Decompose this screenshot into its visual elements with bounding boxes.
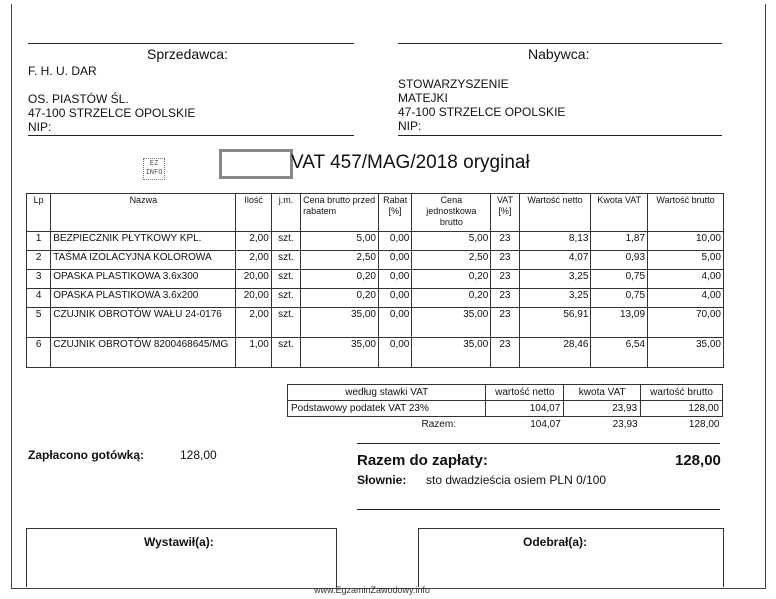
- cell-vat-rate: 23: [491, 308, 519, 338]
- in-words-value: sto dwadzieścia osiem PLN 0/100: [426, 473, 607, 487]
- cell-vat-amount: 0,75: [591, 289, 648, 308]
- vat-total-vat: 23,93: [612, 419, 638, 430]
- cell-qty: 2,00: [236, 308, 271, 338]
- cell-lp: 4: [27, 289, 51, 308]
- vat-header-vat: kwota VAT: [564, 385, 641, 401]
- cell-discount: 0,00: [379, 232, 412, 251]
- issued-by-box: [26, 528, 337, 587]
- seller-city: 47-100 STRZELCE OPOLSKIE: [28, 106, 196, 120]
- cell-name: CZUJNIK OBROTÓW 8200468645/MG: [51, 338, 236, 368]
- cell-unit: szt.: [271, 232, 300, 251]
- cell-price-before-discount: 35,00: [301, 338, 379, 368]
- table-row: [27, 289, 724, 308]
- cell-gross-value: 35,00: [648, 338, 724, 368]
- table-row: [27, 270, 724, 289]
- buyer-top-rule: [398, 43, 722, 44]
- cell-vat-amount: 1,87: [591, 232, 648, 251]
- vat-net: 104,07: [486, 401, 564, 417]
- cell-vat-rate: 23: [491, 289, 519, 308]
- paid-label: Zapłacono gotówką:: [28, 448, 145, 462]
- cell-qty: 1,00: [236, 338, 271, 368]
- cell-name: TAŚMA IZOLACYJNA KOLOROWA: [51, 251, 236, 270]
- table-row: [27, 308, 724, 338]
- cell-vat-rate: 23: [491, 251, 519, 270]
- header-qty: Ilość: [236, 194, 271, 232]
- cell-price-before-discount: 2,50: [301, 251, 379, 270]
- cell-vat-amount: 6,54: [591, 338, 648, 368]
- cell-vat-amount: 0,75: [591, 270, 648, 289]
- items-header-row: [27, 194, 724, 232]
- cell-qty: 20,00: [236, 270, 271, 289]
- cell-lp: 1: [27, 232, 51, 251]
- vat-amount: 23,93: [564, 401, 641, 417]
- vat-summary-header: [288, 385, 723, 401]
- seller-name: F. H. U. DAR: [28, 64, 97, 78]
- cell-gross-value: 4,00: [648, 289, 724, 308]
- received-by-box: [418, 528, 724, 587]
- cell-lp: 3: [27, 270, 51, 289]
- cell-lp: 2: [27, 251, 51, 270]
- seller-top-rule: [28, 43, 354, 44]
- buyer-title: Nabywca:: [528, 46, 590, 62]
- cell-unit: szt.: [271, 289, 300, 308]
- vat-rate-label: Podstawowy podatek VAT 23%: [288, 401, 486, 417]
- cell-vat-amount: 0,93: [591, 251, 648, 270]
- cell-price-before-discount: 0,20: [301, 289, 379, 308]
- table-row: [27, 251, 724, 270]
- cell-unit-price: 35,00: [412, 338, 491, 368]
- cell-unit-price: 0,20: [412, 289, 491, 308]
- cell-name: BEZPIECZNIK PŁYTKOWY KPL.: [51, 232, 236, 251]
- cell-discount: 0,00: [379, 289, 412, 308]
- cell-gross-value: 5,00: [648, 251, 724, 270]
- received-by-label: Odebrał(a):: [523, 535, 588, 549]
- cell-unit: szt.: [271, 338, 300, 368]
- table-row: [27, 232, 724, 251]
- cell-unit-price: 0,20: [412, 270, 491, 289]
- cell-unit-price: 35,00: [412, 308, 491, 338]
- cell-gross-value: 4,00: [648, 270, 724, 289]
- issued-by-label: Wystawił(a):: [144, 535, 214, 549]
- cell-unit-price: 2,50: [412, 251, 491, 270]
- header-vat-rate: VAT [%]: [491, 194, 519, 232]
- vat-summary-table: [287, 384, 723, 432]
- cell-name: OPASKA PLASTIKOWA 3.6x200: [51, 289, 236, 308]
- vat-summary-total: [288, 417, 723, 433]
- cell-unit: szt.: [271, 251, 300, 270]
- cell-qty: 20,00: [236, 289, 271, 308]
- cell-gross-value: 10,00: [648, 232, 724, 251]
- buyer-name-2: MATEJKI: [398, 91, 448, 105]
- cell-name: OPASKA PLASTIKOWA 3.6x300: [51, 270, 236, 289]
- cell-vat-amount: 13,09: [591, 308, 648, 338]
- cell-discount: 0,00: [379, 308, 412, 338]
- cell-lp: 5: [27, 308, 51, 338]
- header-name: Nazwa: [51, 194, 236, 232]
- redacted-box: [219, 149, 293, 179]
- buyer-city: 47-100 STRZELCE OPOLSKIE: [398, 105, 566, 119]
- cell-discount: 0,00: [379, 338, 412, 368]
- in-words-label: Słownie:: [357, 473, 407, 487]
- header-unit: j.m.: [271, 194, 300, 232]
- in-words-rule: [357, 509, 720, 510]
- cell-vat-rate: 23: [491, 270, 519, 289]
- vat-total-net: 104,07: [530, 419, 561, 430]
- due-value: 128,00: [675, 452, 721, 469]
- ez-info-logo: EZ INFO: [143, 158, 165, 180]
- buyer-name-1: STOWARZYSZENIE: [398, 77, 509, 91]
- cell-qty: 2,00: [236, 251, 271, 270]
- cell-price-before-discount: 0,20: [301, 270, 379, 289]
- header-net-value: Wartość netto: [519, 194, 591, 232]
- vat-total-label: Razem:: [421, 419, 456, 430]
- vat-gross: 128,00: [641, 401, 723, 417]
- header-lp: Lp: [27, 194, 51, 232]
- cell-unit-price: 5,00: [412, 232, 491, 251]
- cell-name: CZUJNIK OBROTÓW WAŁU 24-0176: [51, 308, 236, 338]
- seller-nip: NIP:: [28, 120, 52, 134]
- vat-total-gross: 128,00: [688, 419, 720, 430]
- cell-vat-rate: 23: [491, 338, 519, 368]
- buyer-nip: NIP:: [398, 119, 422, 133]
- document-title: VAT 457/MAG/2018 oryginał: [291, 152, 530, 173]
- cell-net-value: 4,07: [519, 251, 591, 270]
- header-discount: Rabat [%]: [379, 194, 412, 232]
- cell-unit: szt.: [271, 270, 300, 289]
- cell-lp: 6: [27, 338, 51, 368]
- cell-vat-rate: 23: [491, 232, 519, 251]
- seller-title: Sprzedawca:: [147, 46, 228, 62]
- cell-net-value: 56,91: [519, 308, 591, 338]
- header-price-before-discount: Cena brutto przed rabatem: [301, 194, 379, 232]
- seller-bottom-rule: [28, 135, 354, 136]
- cell-unit: szt.: [271, 308, 300, 338]
- cell-net-value: 3,25: [519, 289, 591, 308]
- table-row: [27, 338, 724, 368]
- cell-discount: 0,00: [379, 270, 412, 289]
- cell-price-before-discount: 5,00: [301, 232, 379, 251]
- footer-watermark: www.EgzaminZawodowy.info: [314, 585, 430, 595]
- cell-gross-value: 70,00: [648, 308, 724, 338]
- buyer-bottom-rule: [398, 135, 722, 136]
- vat-summary-row: [288, 401, 723, 417]
- cell-price-before-discount: 35,00: [301, 308, 379, 338]
- items-table: [26, 193, 724, 368]
- vat-header-net: wartość netto: [486, 385, 564, 401]
- due-label: Razem do zapłaty:: [357, 452, 488, 469]
- cell-net-value: 28,46: [519, 338, 591, 368]
- cell-net-value: 8,13: [519, 232, 591, 251]
- paid-value: 128,00: [180, 448, 217, 462]
- cell-discount: 0,00: [379, 251, 412, 270]
- cell-qty: 2,00: [236, 232, 271, 251]
- header-unit-price: Cena jednostkowa brutto: [412, 194, 491, 232]
- total-rule: [357, 443, 720, 444]
- cell-net-value: 3,25: [519, 270, 591, 289]
- vat-header-gross: wartość brutto: [641, 385, 723, 401]
- header-vat-amount: Kwota VAT: [591, 194, 648, 232]
- header-gross-value: Wartość brutto: [648, 194, 724, 232]
- vat-header-rate: według stawki VAT: [288, 385, 486, 401]
- seller-street: OS. PIASTÓW ŚL.: [28, 92, 129, 106]
